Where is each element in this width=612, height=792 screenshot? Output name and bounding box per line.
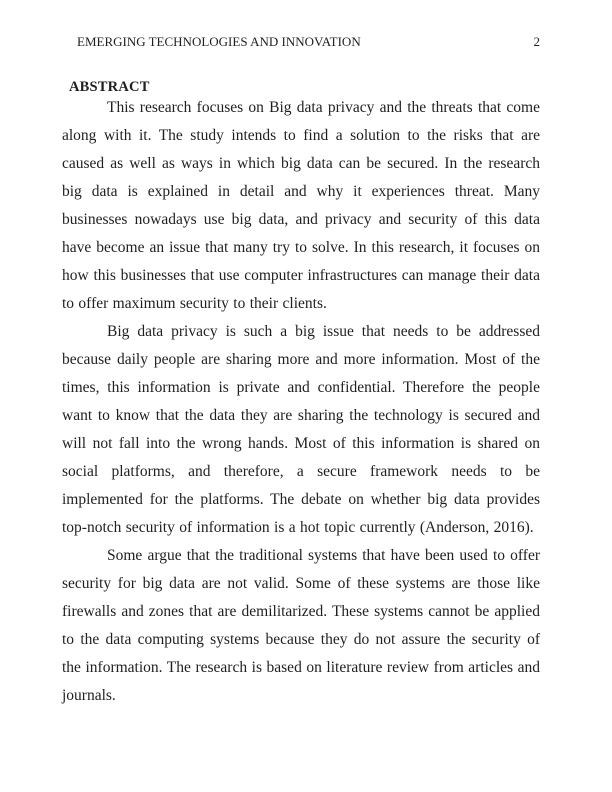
- paragraph: Big data privacy is such a big issue that needs to be addressed because daily people are sharing more and more information. Most of the times, this information is private and confidential. Therefore the people want to know that the data they are sharing the technology is secured and will not fall into the wrong hands. Most of this information is shared on social platforms, and therefore, a secure framework needs to be implemented for the platforms. The debate on whether big data provides top-notch security of information is a hot topic currently (Anderson, 2016).: [62, 323, 540, 536]
- paragraph: Some argue that the traditional systems that have been used to offer security for big data are not valid. Some of these systems are those like firewalls and zones that are demilitarized. These systems cannot be applied to the data computing systems because they do not assure the security of the information. The research is based on literature review from articles and journals.: [62, 547, 540, 704]
- running-head-text: EMERGING TECHNOLOGIES AND INNOVATION: [77, 34, 361, 49]
- page-number: 2: [533, 34, 540, 49]
- section-heading: ABSTRACT: [69, 78, 150, 95]
- abstract-body: [62, 94, 540, 710]
- paragraph: This research focuses on Big data privacy and the threats that come along with it. The study intends to find a solution to the risks that are caused as well as ways in which big data can be secured. In the research big data is explained in detail and why it experiences threat. Many businesses nowadays use big data, and privacy and security of this data have become an issue that many try to solve. In this research, it focuses on how this businesses that use computer infrastructures can manage their data to offer maximum security to their clients.: [62, 99, 540, 312]
- running-header: [77, 35, 540, 49]
